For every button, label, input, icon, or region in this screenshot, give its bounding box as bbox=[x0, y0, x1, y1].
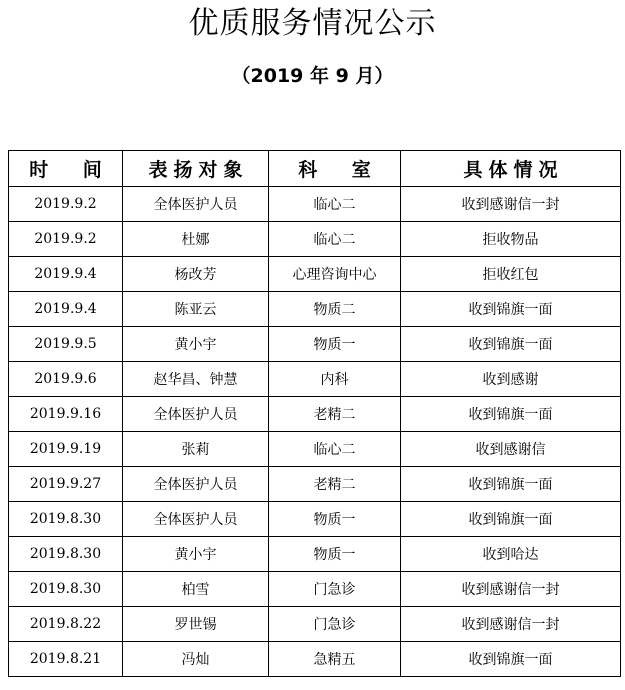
cell-department: 物质一 bbox=[269, 537, 401, 572]
cell-date: 2019.9.16 bbox=[9, 397, 123, 432]
cell-commended: 杜娜 bbox=[123, 222, 269, 257]
table-row bbox=[9, 257, 621, 292]
cell-date: 2019.9.6 bbox=[9, 362, 123, 397]
header-commended: 表扬对象 bbox=[123, 151, 269, 187]
cell-department: 门急诊 bbox=[269, 607, 401, 642]
cell-details: 拒收红包 bbox=[401, 257, 621, 292]
cell-date: 2019.8.30 bbox=[9, 572, 123, 607]
cell-date: 2019.8.21 bbox=[9, 642, 123, 677]
cell-details: 收到锦旗一面 bbox=[401, 397, 621, 432]
cell-commended: 全体医护人员 bbox=[123, 467, 269, 502]
cell-commended: 黄小宇 bbox=[123, 537, 269, 572]
cell-details: 收到感谢 bbox=[401, 362, 621, 397]
cell-date: 2019.9.4 bbox=[9, 292, 123, 327]
table-row bbox=[9, 607, 621, 642]
cell-details: 收到感谢信一封 bbox=[401, 572, 621, 607]
cell-details: 收到感谢信 bbox=[401, 432, 621, 467]
cell-commended: 杨改芳 bbox=[123, 257, 269, 292]
cell-commended: 全体医护人员 bbox=[123, 187, 269, 222]
cell-commended: 柏雪 bbox=[123, 572, 269, 607]
cell-department: 急精五 bbox=[269, 642, 401, 677]
table-body bbox=[9, 187, 621, 677]
cell-commended: 黄小宇 bbox=[123, 327, 269, 362]
cell-details: 收到锦旗一面 bbox=[401, 502, 621, 537]
table-row bbox=[9, 432, 621, 467]
header-time: 时 间 bbox=[9, 151, 123, 187]
cell-department: 内科 bbox=[269, 362, 401, 397]
table-row bbox=[9, 467, 621, 502]
cell-date: 2019.9.27 bbox=[9, 467, 123, 502]
cell-details: 收到锦旗一面 bbox=[401, 642, 621, 677]
cell-department: 心理咨询中心 bbox=[269, 257, 401, 292]
cell-commended: 陈亚云 bbox=[123, 292, 269, 327]
cell-details: 收到感谢信一封 bbox=[401, 607, 621, 642]
cell-department: 临心二 bbox=[269, 222, 401, 257]
table-row bbox=[9, 642, 621, 677]
cell-commended: 全体医护人员 bbox=[123, 397, 269, 432]
cell-department: 物质一 bbox=[269, 502, 401, 537]
cell-date: 2019.8.22 bbox=[9, 607, 123, 642]
header-row bbox=[9, 151, 621, 187]
table-row bbox=[9, 397, 621, 432]
cell-date: 2019.8.30 bbox=[9, 537, 123, 572]
cell-date: 2019.9.19 bbox=[9, 432, 123, 467]
cell-commended: 罗世锡 bbox=[123, 607, 269, 642]
table-row bbox=[9, 362, 621, 397]
table-row bbox=[9, 502, 621, 537]
cell-commended: 赵华昌、钟慧 bbox=[123, 362, 269, 397]
table-row bbox=[9, 572, 621, 607]
cell-commended: 张莉 bbox=[123, 432, 269, 467]
header-department: 科 室 bbox=[269, 151, 401, 187]
table-row bbox=[9, 537, 621, 572]
cell-department: 老精二 bbox=[269, 467, 401, 502]
cell-date: 2019.9.2 bbox=[9, 222, 123, 257]
page-subtitle: （2019 年 9 月） bbox=[231, 65, 394, 87]
cell-details: 收到锦旗一面 bbox=[401, 467, 621, 502]
cell-department: 门急诊 bbox=[269, 572, 401, 607]
cell-department: 临心二 bbox=[269, 432, 401, 467]
table-row bbox=[9, 187, 621, 222]
cell-details: 收到锦旗一面 bbox=[401, 327, 621, 362]
cell-commended: 全体医护人员 bbox=[123, 502, 269, 537]
table-header bbox=[9, 151, 621, 187]
table-row bbox=[9, 222, 621, 257]
cell-department: 老精二 bbox=[269, 397, 401, 432]
cell-commended: 冯灿 bbox=[123, 642, 269, 677]
cell-department: 临心二 bbox=[269, 187, 401, 222]
cell-date: 2019.9.5 bbox=[9, 327, 123, 362]
cell-date: 2019.9.2 bbox=[9, 187, 123, 222]
cell-details: 收到哈达 bbox=[401, 537, 621, 572]
header-details: 具体情况 bbox=[401, 151, 621, 187]
cell-date: 2019.8.30 bbox=[9, 502, 123, 537]
cell-details: 收到锦旗一面 bbox=[401, 292, 621, 327]
cell-details: 收到感谢信一封 bbox=[401, 187, 621, 222]
page-title: 优质服务情况公示 bbox=[188, 6, 437, 41]
cell-department: 物质二 bbox=[269, 292, 401, 327]
cell-department: 物质一 bbox=[269, 327, 401, 362]
cell-details: 拒收物品 bbox=[401, 222, 621, 257]
table-row bbox=[9, 292, 621, 327]
service-table bbox=[8, 150, 621, 677]
table-row bbox=[9, 327, 621, 362]
cell-date: 2019.9.4 bbox=[9, 257, 123, 292]
